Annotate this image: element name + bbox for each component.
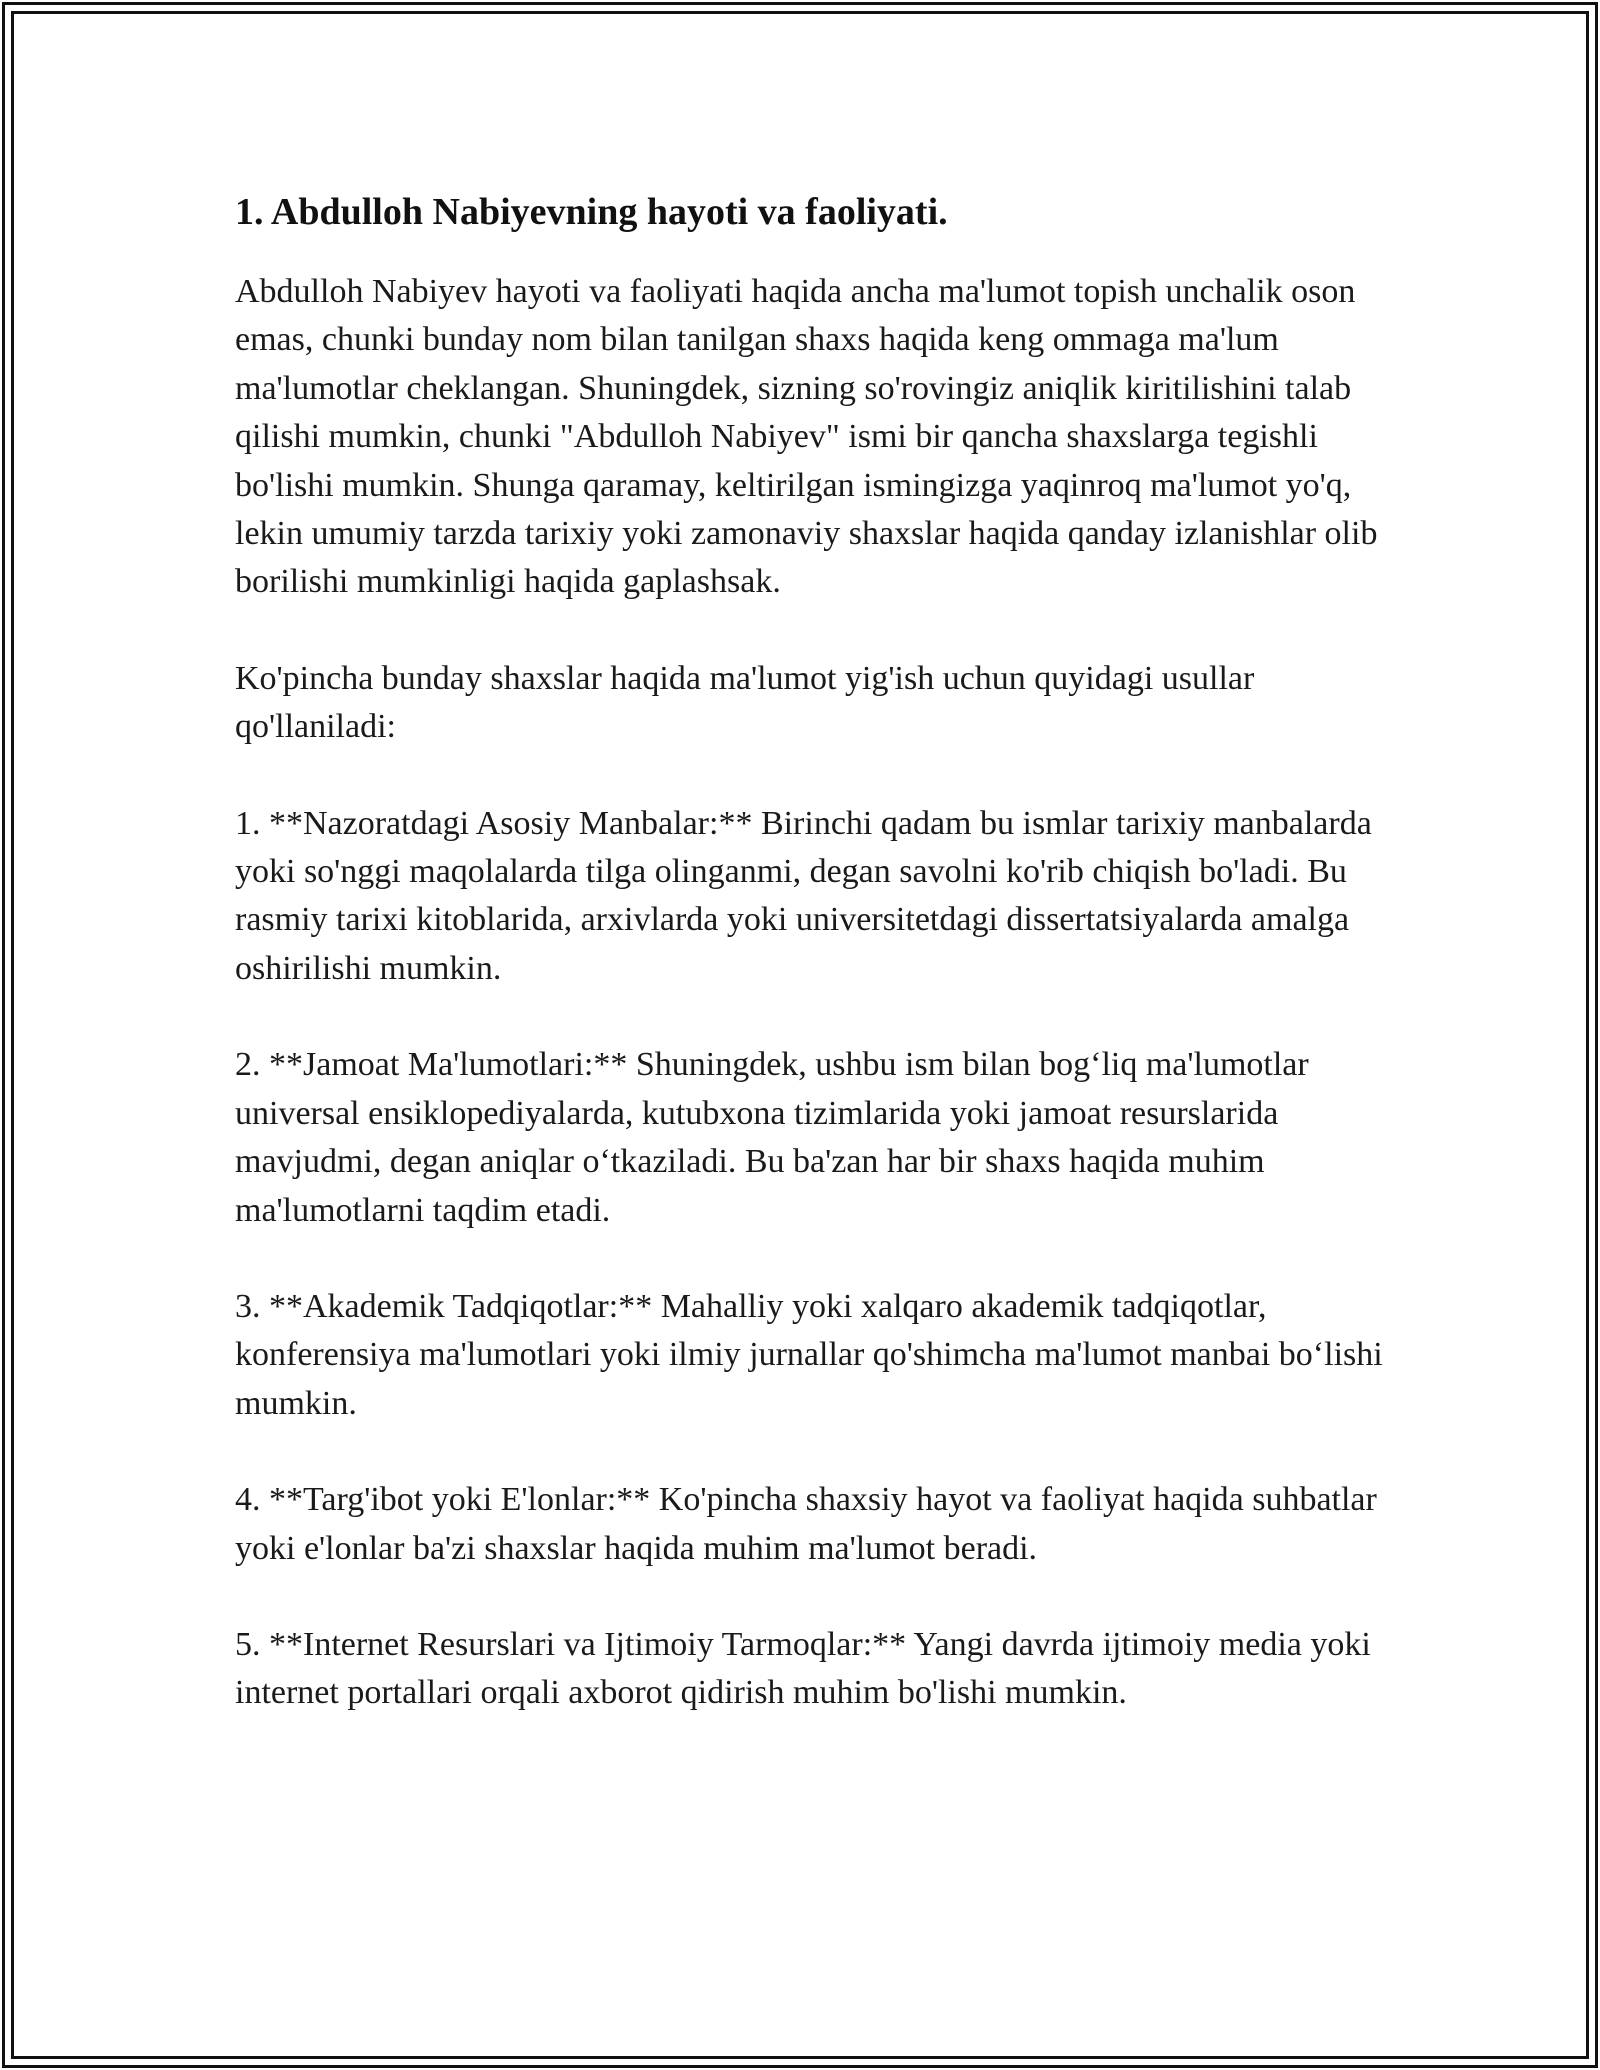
intro-paragraph: Abdulloh Nabiyev hayoti va faoliyati haqida ancha ma'lumot topish unchalik oson emas, chunki bunday nom bilan tanilgan shaxs haqida keng ommaga ma'lum ma'lumotlar cheklangan. Shuningdek, sizning so'rovingiz aniqlik kiritilishini talab qilishi mumkin, chunki "Abdulloh Nabiyev" ismi bir qancha shaxslarga tegishli bo'lishi mumkin. Shunga qaramay, keltirilgan ismingizga yaqinroq ma'lumot yo'q, lekin umumiy tarzda tarixiy yoki zamonaviy shaxslar haqida qanday izlanishlar olib borilishi mumkinligi haqida gaplashsak. [235, 273, 1378, 601]
list-item-announcements: 4. **Targ'ibot yoki E'lonlar:** Ko'pincha shaxsiy hayot va faoliyat haqida suhbatlar yoki e'lonlar ba'zi shaxslar haqida muhim ma'lumot beradi. [235, 1481, 1377, 1567]
methods-intro-paragraph: Ko'pincha bunday shaxslar haqida ma'lumot yig'ish uchun quyidagi usullar qo'llaniladi: [235, 659, 1255, 746]
list-item-internet-resources: 5. **Internet Resurslari va Ijtimoiy Tarmoqlar:** Yangi davrda ijtimoiy media yoki internet portallari orqali axborot qidirish muhim bo'lishi mumkin. [235, 1625, 1371, 1712]
document-body [235, 184, 1385, 1766]
list-item-primary-sources: 1. **Nazoratdagi Asosiy Manbalar:** Birinchi qadam bu ismlar tarixiy manbalarda yoki so'nggi maqolalarda tilga olinganmi, degan savolni ko'rib chiqish bo'ladi. Bu rasmiy tarixi kitoblarida, arxivlarda yoki universitetdagi dissertatsiyalarda amalga oshirilishi mumkin. [235, 804, 1372, 987]
list-item-academic-research: 3. **Akademik Tadqiqotlar:** Mahalliy yoki xalqaro akademik tadqiqotlar, konferensiya ma'lumotlari yoki ilmiy jurnallar qo'shimcha ma'lumot manbai bo‘lishi mumkin. [235, 1287, 1383, 1422]
section-heading: 1. Abdulloh Nabiyevning hayoti va faoliyati. [235, 191, 948, 233]
list-item-public-records: 2. **Jamoat Ma'lumotlari:** Shuningdek, ushbu ism bilan bog‘liq ma'lumotlar universal ensiklopediyalarda, kutubxona tizimlarida yoki jamoat resurslarida mavjudmi, degan aniqlar o‘tkaziladi. Bu ba'zan har bir shaxs haqida muhim ma'lumotlarni taqdim etadi. [235, 1046, 1309, 1229]
